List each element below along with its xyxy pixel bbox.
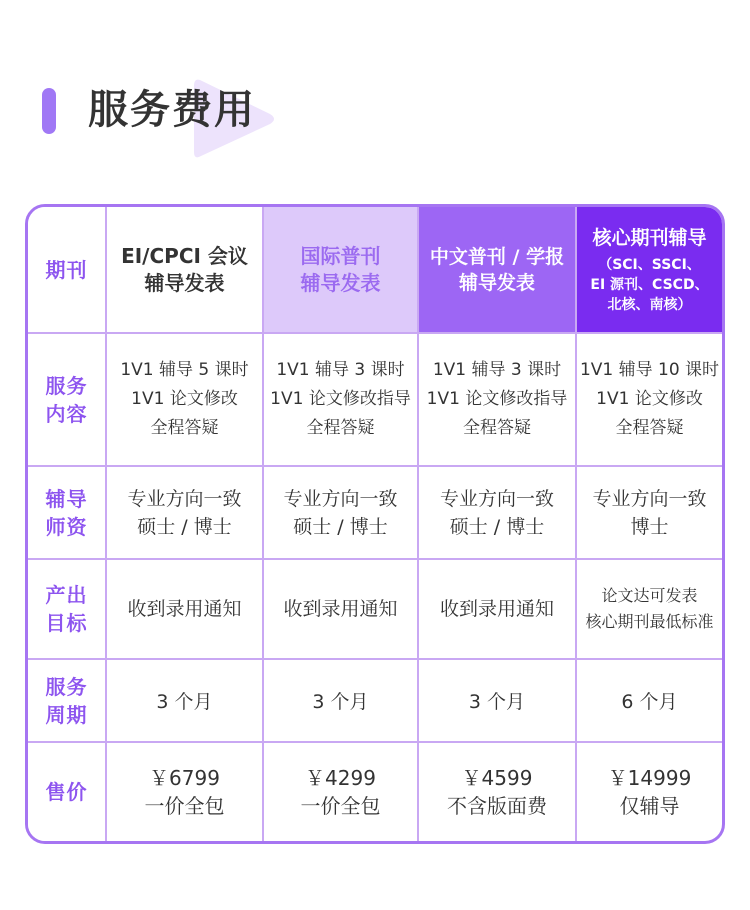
price-amount: ￥6799 <box>149 766 220 790</box>
price-cell <box>576 742 722 841</box>
row-label-price: 售价 <box>28 742 106 841</box>
price-amount: ￥14999 <box>607 766 692 790</box>
price-note: 仅辅导 <box>619 794 680 818</box>
column-header-intl-general: 国际普刊 辅导发表 <box>263 207 418 333</box>
output-row <box>28 559 722 659</box>
section-heading <box>42 82 342 162</box>
output-cell: 收到录用通知 <box>418 559 576 659</box>
tutor-row <box>28 466 722 559</box>
tutor-cell: 专业方向一致 硕士 / 博士 <box>418 466 576 559</box>
tutor-cell: 专业方向一致 硕士 / 博士 <box>106 466 263 559</box>
tutor-cell: 专业方向一致 博士 <box>576 466 722 559</box>
cycle-cell: 6 个月 <box>576 659 722 742</box>
column-header-chinese-general: 中文普刊 / 学报 辅导发表 <box>418 207 576 333</box>
output-cell: 论文达可发表 核心期刊最低标准 <box>576 559 722 659</box>
price-amount: ￥4299 <box>305 766 376 790</box>
service-cell: 1V1 辅导 3 课时 1V1 论文修改指导 全程答疑 <box>418 333 576 466</box>
price-note: 不含版面费 <box>447 794 547 818</box>
column-header-ei-cpci: EI/CPCI 会议 辅导发表 <box>106 207 263 333</box>
output-cell: 收到录用通知 <box>106 559 263 659</box>
output-cell: 收到录用通知 <box>263 559 418 659</box>
title-accent-bar <box>42 88 56 134</box>
service-cell: 1V1 辅导 5 课时 1V1 论文修改 全程答疑 <box>106 333 263 466</box>
tutor-cell: 专业方向一致 硕士 / 博士 <box>263 466 418 559</box>
row-label-service: 服务 内容 <box>28 333 106 466</box>
cycle-cell: 3 个月 <box>263 659 418 742</box>
price-cell <box>263 742 418 841</box>
page-title: 服务费用 <box>88 87 256 133</box>
service-row <box>28 333 722 466</box>
price-amount: ￥4599 <box>461 766 533 790</box>
service-cell: 1V1 辅导 10 课时 1V1 论文修改 全程答疑 <box>576 333 722 466</box>
price-cell <box>418 742 576 841</box>
row-label-output: 产出 目标 <box>28 559 106 659</box>
header-row <box>28 207 722 333</box>
price-note: 一价全包 <box>144 794 225 818</box>
price-cell <box>106 742 263 841</box>
service-cell: 1V1 辅导 3 课时 1V1 论文修改指导 全程答疑 <box>263 333 418 466</box>
price-row <box>28 742 722 841</box>
cycle-cell: 3 个月 <box>418 659 576 742</box>
pricing-table <box>25 204 725 844</box>
price-note: 一价全包 <box>300 794 381 818</box>
cycle-cell: 3 个月 <box>106 659 263 742</box>
row-label-tutor: 辅导 师资 <box>28 466 106 559</box>
column-header-core-journal: 核心期刊辅导 （SCI、SSCI、 EI 源刊、CSCD、 北核、南核） <box>576 207 722 333</box>
cycle-row <box>28 659 722 742</box>
row-label-journal: 期刊 <box>28 207 106 333</box>
row-label-cycle: 服务 周期 <box>28 659 106 742</box>
